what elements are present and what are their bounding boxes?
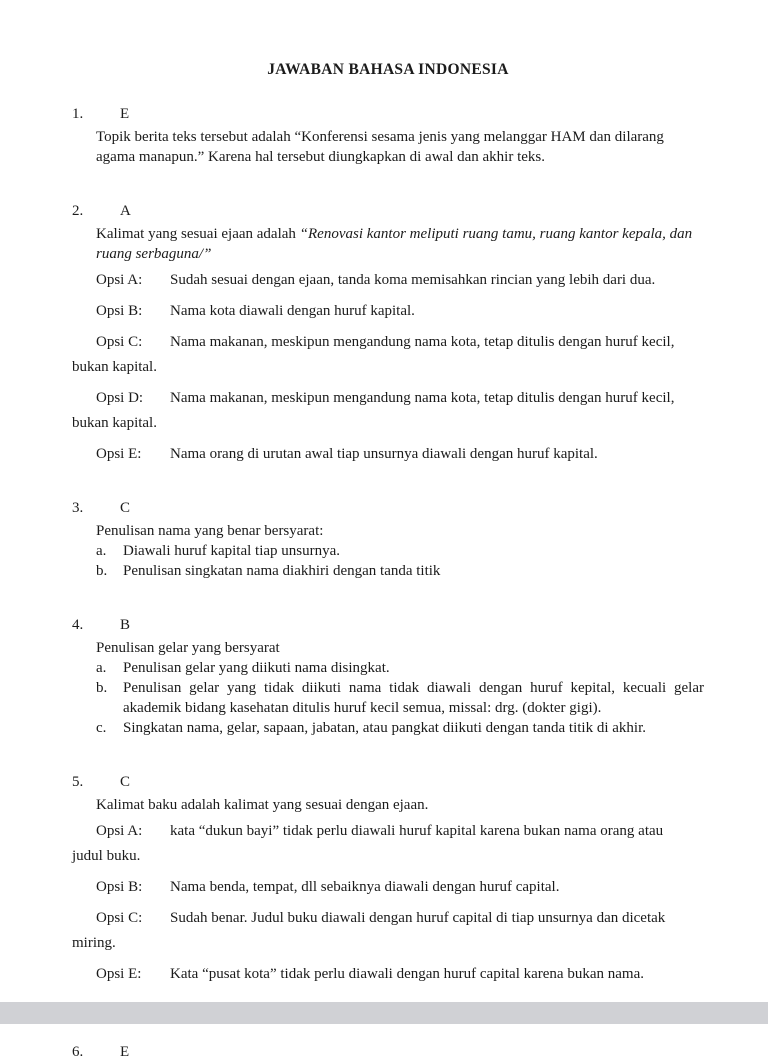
answer-letter: C — [120, 774, 131, 790]
option-label: Opsi E: — [96, 966, 142, 982]
option-a — [96, 270, 704, 290]
question-4-intro: Penulisan gelar yang bersyarat — [96, 640, 280, 656]
list-marker: a. — [96, 543, 107, 559]
option-label: Opsi D: — [96, 390, 144, 406]
option-label: Opsi B: — [96, 303, 143, 319]
option-continuation: bukan kapital. — [72, 415, 157, 431]
page-title: JAWABAN BAHASA INDONESIA — [267, 61, 509, 78]
question-5-intro: Kalimat baku adalah kalimat yang sesuai dengan ejaan. — [96, 797, 429, 813]
option-e — [96, 964, 704, 984]
list-marker: a. — [96, 660, 107, 676]
question-number: 4. — [72, 617, 84, 633]
option-text: Nama kota diawali dengan huruf kapital. — [170, 303, 415, 319]
intro-prefix: Kalimat yang sesuai ejaan adalah — [96, 226, 300, 242]
option-text: Sudah benar. Judul buku diawali dengan huruf capital di tiap unsurnya dan dicetak — [170, 910, 666, 926]
list-item — [96, 561, 704, 581]
question-4-points — [96, 658, 704, 738]
option-text: Nama makanan, meskipun mengandung nama kota, tetap ditulis dengan huruf kecil, — [170, 390, 675, 406]
list-text: Diawali huruf kapital tiap unsurnya. — [123, 543, 341, 559]
list-marker: c. — [96, 720, 107, 736]
question-number: 3. — [72, 500, 84, 516]
option-label: Opsi C: — [96, 334, 143, 350]
option-d — [72, 388, 704, 433]
option-text: Nama orang di urutan awal tiap unsurnya diawali dengan huruf kapital. — [170, 446, 598, 462]
list-text: Penulisan gelar yang tidak diikuti nama tidak diawali dengan huruf kepital, kecuali gelar akademik bidang kasehatan ditulis huruf kecil semua, missal: drg. (dokter gigi). — [123, 680, 704, 716]
option-label: Opsi B: — [96, 879, 143, 895]
question-number: 2. — [72, 203, 84, 219]
question-4-header — [72, 615, 704, 635]
answer-letter: E — [120, 106, 130, 122]
option-label: Opsi A: — [96, 272, 143, 288]
list-text: Penulisan gelar yang diikuti nama disingkat. — [123, 660, 390, 676]
list-item — [96, 718, 704, 738]
question-2-header — [72, 201, 704, 221]
option-label: Opsi A: — [96, 823, 143, 839]
list-marker: b. — [96, 563, 108, 579]
question-3-header — [72, 498, 704, 518]
question-3-intro: Penulisan nama yang benar bersyarat: — [96, 523, 324, 539]
answer-letter: C — [120, 500, 131, 516]
option-continuation: bukan kapital. — [72, 359, 157, 375]
question-6-header — [72, 1042, 704, 1062]
option-c — [72, 908, 704, 953]
question-number: 1. — [72, 106, 84, 122]
question-3-points — [96, 541, 704, 581]
option-label: Opsi E: — [96, 446, 142, 462]
list-text: Singkatan nama, gelar, sapaan, jabatan, atau pangkat diikuti dengan tanda titik di akhir. — [123, 720, 646, 736]
question-1-explanation: Topik berita teks tersebut adalah “Konferensi sesama jenis yang melanggar HAM dan dilarang agama manapun.” Karena hal tersebut diungkapkan di awal dan akhir teks. — [96, 129, 664, 165]
question-5-header — [72, 772, 704, 792]
option-text: kata “dukun bayi” tidak perlu diawali huruf kapital karena bukan nama orang atau — [170, 823, 664, 839]
answer-letter: B — [120, 617, 131, 633]
option-text: Kata “pusat kota” tidak perlu diawali dengan huruf capital karena bukan nama. — [170, 966, 644, 982]
option-label: Opsi C: — [96, 910, 143, 926]
option-a — [72, 821, 704, 866]
list-item — [96, 678, 704, 718]
question-number: 5. — [72, 774, 84, 790]
option-continuation: miring. — [72, 935, 116, 951]
question-1-header — [72, 104, 704, 124]
answer-letter: E — [120, 1044, 130, 1060]
answer-letter: A — [120, 203, 131, 219]
question-number: 6. — [72, 1044, 84, 1060]
list-marker: b. — [96, 680, 108, 696]
option-b — [96, 301, 704, 321]
option-text: Nama makanan, meskipun mengandung nama kota, tetap ditulis dengan huruf kecil, — [170, 334, 675, 350]
intro-quote: “Renovasi kantor meliputi ruang tamu, ruang kantor kepala, dan ruang serbaguna/” — [96, 226, 693, 262]
option-c — [72, 332, 704, 377]
option-text: Sudah sesuai dengan ejaan, tanda koma memisahkan rincian yang lebih dari dua. — [170, 272, 656, 288]
list-item — [96, 658, 704, 678]
question-2-intro — [96, 224, 704, 264]
option-b — [96, 877, 704, 897]
list-text: Penulisan singkatan nama diakhiri dengan tanda titik — [123, 563, 441, 579]
option-text: Nama benda, tempat, dll sebaiknya diawali dengan huruf capital. — [170, 879, 560, 895]
option-continuation: judul buku. — [72, 848, 141, 864]
list-item — [96, 541, 704, 561]
option-e — [96, 444, 704, 464]
